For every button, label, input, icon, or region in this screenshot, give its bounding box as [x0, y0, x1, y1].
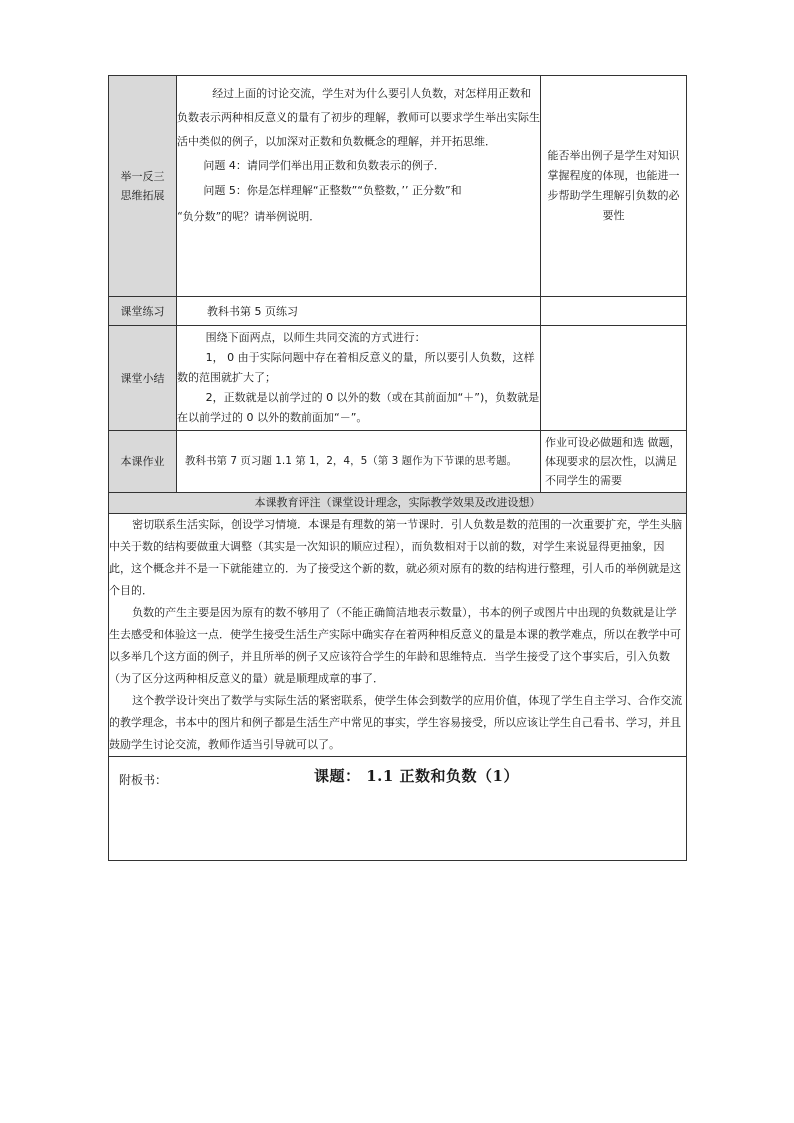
- row-summary: [109, 326, 687, 431]
- row-homework: [109, 431, 687, 493]
- summary-line-1: 围绕下面两点，以师生共同交流的方式进行：: [205, 331, 426, 344]
- board-title: 课题： 1.1 正数和负数（1）: [314, 767, 519, 785]
- lesson-plan-table: [108, 75, 687, 861]
- label-homework: 本课作业: [109, 431, 177, 493]
- row-evaluation: [109, 514, 687, 757]
- label-extension-line2: 思维拓展: [120, 189, 165, 202]
- note-summary: [541, 326, 687, 431]
- row-practice: [109, 297, 687, 326]
- evaluation-content: [109, 514, 687, 757]
- content-homework: 教科书第 7 页习题 1.1 第 1，2，4，5（第 3 题作为下节课的思考题。: [177, 431, 541, 493]
- summary-line-3: 2，正数就是以前学过的 0 以外的数（或在其前面加“＋”)，负数就是在以前学过的 0 以外的数前面加“－”。: [177, 391, 540, 424]
- row-evaluation-title: [109, 493, 687, 514]
- row-extension: [109, 76, 687, 297]
- evaluation-paragraph-2: 负数的产生主要是因为原有的数不够用了（不能正确简洁地表示数量），书本的例子或图片中出现的负数就是让学生去感受和体验这一点．使学生接受生活生产实际中确实存在着两种相反意义的量是本课的教学难点，所以在教学中可以多举几个这方面的例子，并且所举的例子又应该符合学生的年龄和思维特点．当学生接受了这个事实后，引入负数（为了区分这两种相反意义的量）就是顺理成章的事了．: [109, 606, 681, 685]
- note-extension: 能否举出例子是学生对知识掌握程度的体现，也能进一步帮助学生理解引负数的必要性: [541, 76, 687, 297]
- label-summary: 课堂小结: [109, 326, 177, 431]
- question-4: 问题 4：请同学们举出用正数和负数表示的例子．: [203, 159, 445, 172]
- summary-line-2: 1， 0 由于实际问题中存在着相反意义的量，所以要引人负数，这样数的范围就扩大了；: [177, 351, 535, 384]
- evaluation-paragraph-3: 这个教学设计突出了数学与实际生活的紧密联系，使学生体会到数学的应用价值，体现了学生自主学习、合作交流的教学理念，书本中的图片和例子都是生活生产中常见的事实，学生容易接受，所以应该让学生自己看书、学习，并且鼓励学生讨论交流，教师作适当引导就可以了。: [109, 694, 683, 751]
- content-extension: [177, 76, 541, 297]
- board-cell: [109, 757, 687, 861]
- note-practice: [541, 297, 687, 326]
- question-5-line1: 问题 5：你是怎样理解“正整数”“负整数，’’ 正分数”和: [203, 184, 462, 197]
- extension-paragraph: 经过上面的讨论交流，学生对为什么要引人负数，对怎样用正数和负数表示两种相反意义的量有了初步的理解，教师可以要求学生举出实际生活中类似的例子，以加深对正数和负数概念的理解，并开拓思维．: [177, 87, 540, 148]
- label-practice: 课堂练习: [109, 297, 177, 326]
- row-board: [109, 757, 687, 861]
- content-summary: [177, 326, 541, 431]
- board-label: 附板书：: [119, 773, 168, 787]
- content-practice: 教科书第 5 页练习: [177, 297, 541, 326]
- label-extension-line1: 举一反三: [120, 170, 165, 183]
- lesson-plan-sheet: [108, 75, 686, 861]
- question-5-line2: “负分数”的呢？请举例说明．: [177, 210, 321, 223]
- note-homework: 作业可设必做题和选 做题，体现要求的层次性，以满足不同学生的需要: [541, 431, 687, 493]
- evaluation-paragraph-1: 密切联系生活实际，创设学习情境．本课是有理数的第一节课时．引人负数是数的范围的一次重要扩充，学生头脑中关于数的结构要做重大调整（其实是一次知识的顺应过程），而负数相对于以前的数，对学生来说显得更抽象，因此，这个概念并不是一下就能建立的．为了接受这个新的数，就必须对原有的数的结构进行整理，引人币的举例就是这个目的．: [109, 518, 683, 597]
- label-extension: [109, 76, 177, 297]
- evaluation-title: 本课教育评注（课堂设计理念，实际教学效果及改进设想）: [109, 493, 687, 514]
